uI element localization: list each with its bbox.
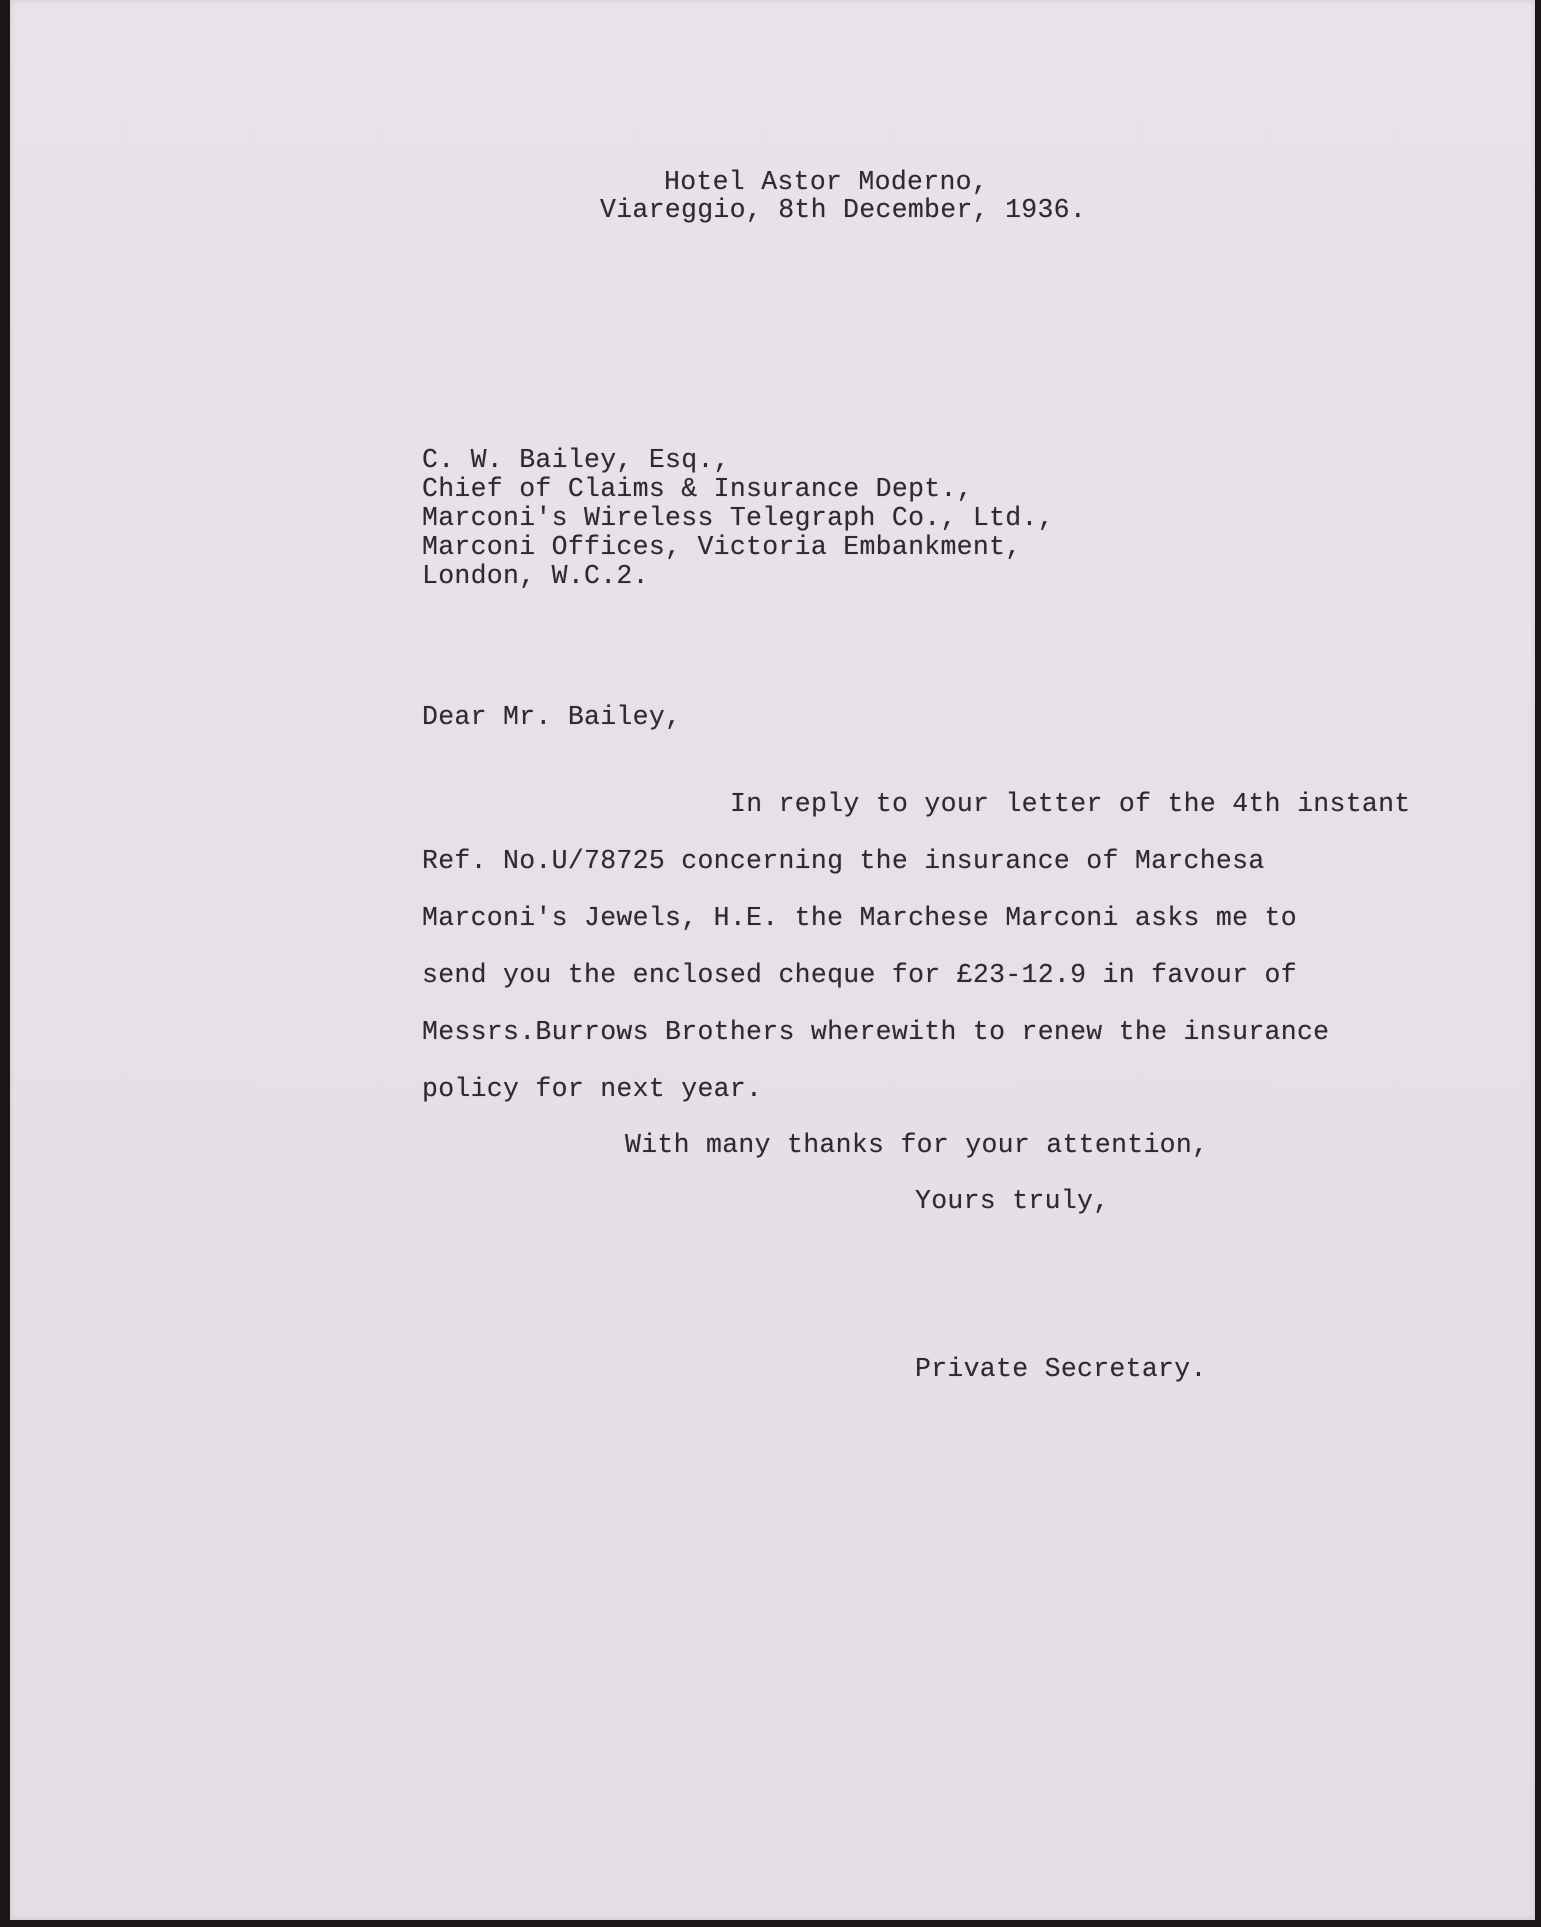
body-line: send you the enclosed cheque for £23-12.9 in favour of [422, 960, 1297, 990]
signature-title: Private Secretary. [915, 1354, 1207, 1384]
address-line: London, W.C.2. [422, 561, 649, 591]
address-line: Chief of Claims & Insurance Dept., [422, 474, 973, 504]
body-line: In reply to your letter of the 4th instant [730, 789, 1411, 819]
closing: Yours truly, [915, 1186, 1110, 1216]
letter-heading-hotel: Hotel Astor Moderno, [664, 167, 989, 197]
address-line: C. W. Bailey, Esq., [422, 445, 730, 475]
address-line: Marconi's Wireless Telegraph Co., Ltd., [422, 503, 1054, 533]
body-line: Messrs.Burrows Brothers wherewith to renew the insurance [422, 1017, 1330, 1047]
letter-page [10, 0, 1535, 1920]
salutation: Dear Mr. Bailey, [422, 702, 682, 732]
body-line: Marconi's Jewels, H.E. the Marchese Marconi asks me to [422, 903, 1297, 933]
letter-heading-date: Viareggio, 8th December, 1936. [600, 195, 1087, 225]
body-line: policy for next year. [422, 1074, 763, 1104]
body-line: Ref. No.U/78725 concerning the insurance of Marchesa [422, 846, 1265, 876]
closing-thanks: With many thanks for your attention, [625, 1130, 1209, 1160]
address-line: Marconi Offices, Victoria Embankment, [422, 532, 1022, 562]
